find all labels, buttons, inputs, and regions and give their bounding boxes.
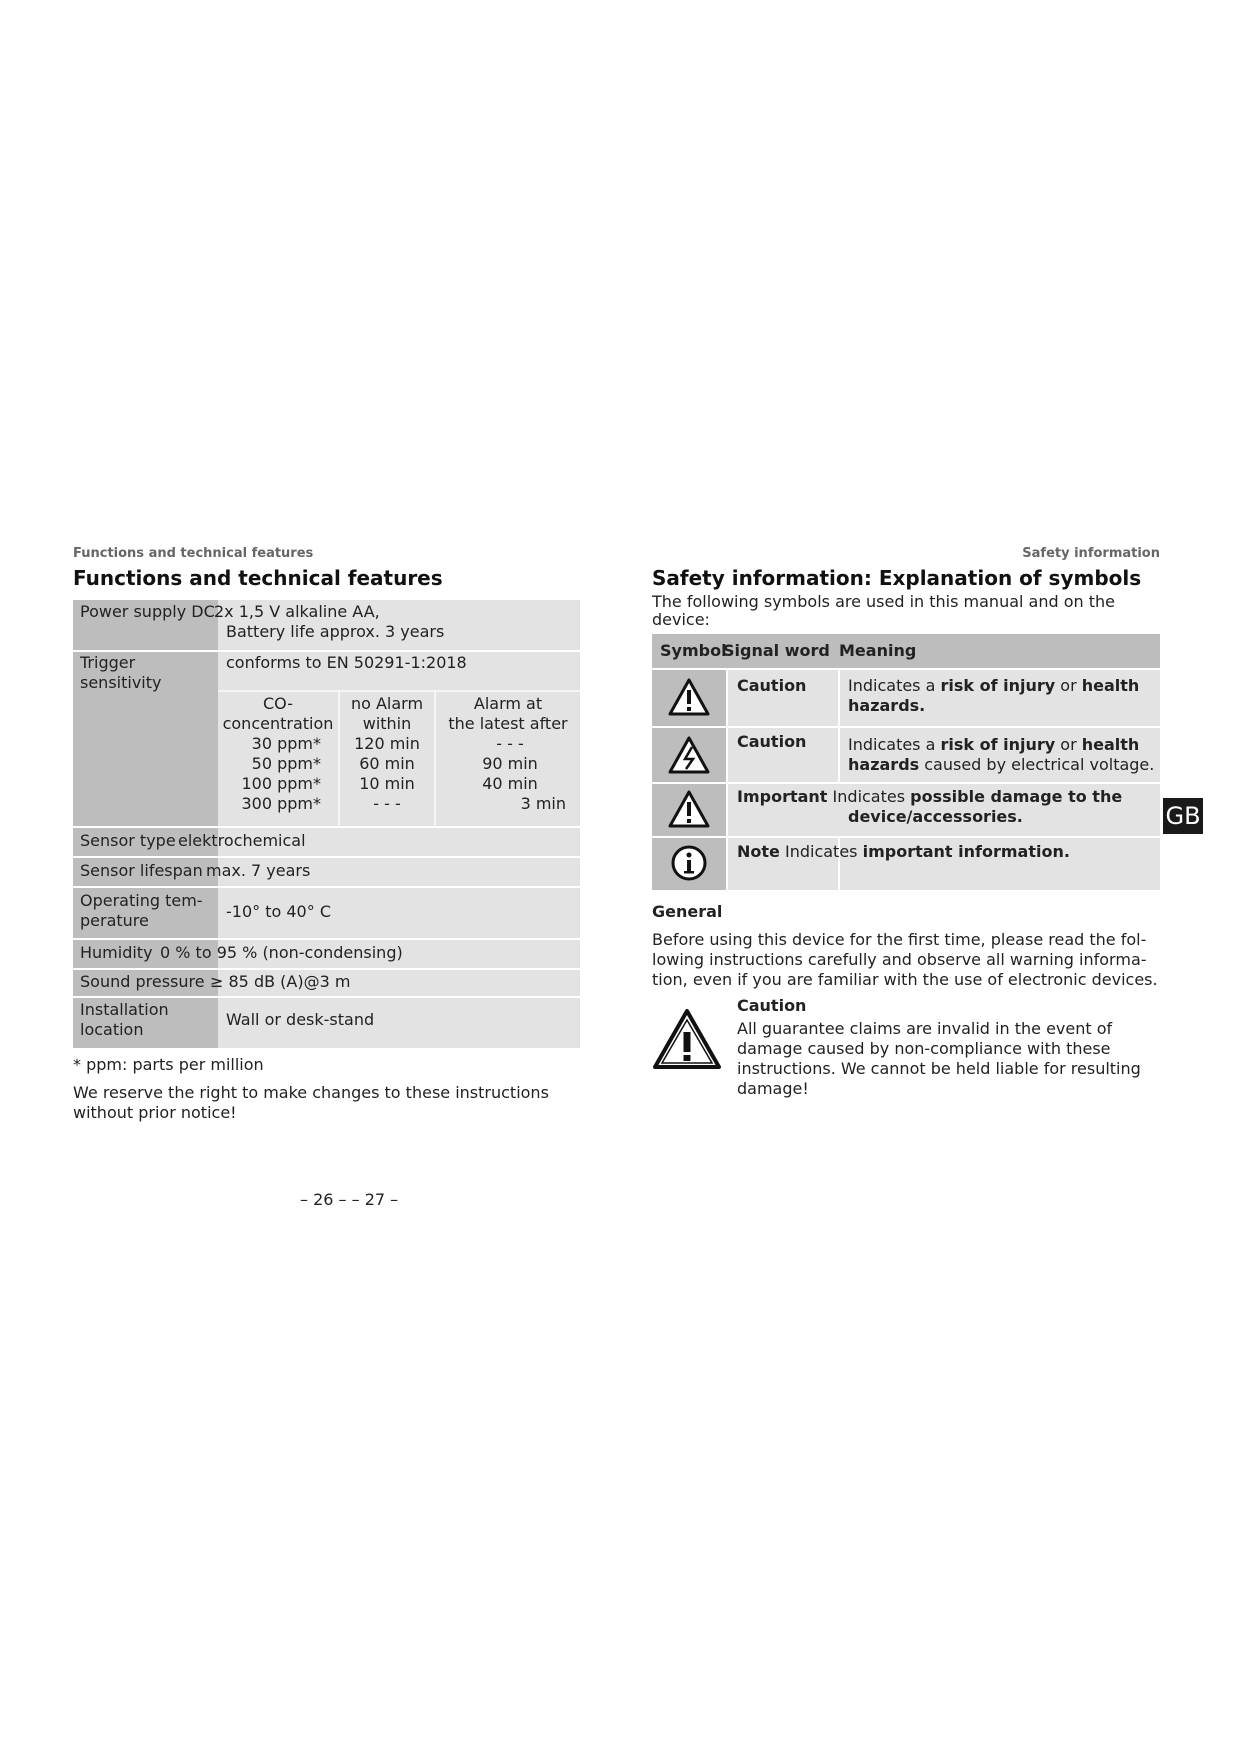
- info-icon: [670, 844, 708, 882]
- optemp-label: perature: [80, 911, 149, 930]
- alarm-cell: 60 min: [359, 754, 415, 773]
- trigger-label: Trigger: [80, 653, 136, 672]
- sensor-type-value: elektrochemical: [178, 831, 306, 850]
- alarm-cell: 10 min: [359, 774, 415, 793]
- caution-heading: Caution: [737, 996, 807, 1015]
- header-meaning: Meaning: [839, 641, 917, 660]
- caution-text: instructions. We cannot be held liable for resulting: [737, 1059, 1141, 1078]
- meaning-text: hazards.: [848, 696, 926, 715]
- alarm-col-header: within: [362, 714, 412, 733]
- humidity-label: Humidity: [80, 943, 153, 962]
- sound-value: ≥ 85 dB (A)@3 m: [210, 972, 351, 991]
- running-head-left: Functions and technical features: [73, 546, 314, 561]
- alarm-col-header: concentration: [222, 714, 334, 733]
- power-label: Power supply DC: [80, 602, 215, 621]
- alarm-cell: - - -: [496, 734, 524, 753]
- alarm-cell: - - -: [373, 794, 401, 813]
- humidity-value: 0 % to 95 % (non-condensing): [160, 943, 403, 962]
- alarm-col-header: CO-: [263, 694, 293, 713]
- alarm-cell: 50 ppm*: [251, 754, 321, 773]
- meaning-text: Indicates a risk of injury or health: [848, 676, 1140, 695]
- running-head-right: Safety information: [1022, 546, 1160, 561]
- warning-triangle-icon: [668, 678, 710, 716]
- general-heading: General: [652, 902, 723, 921]
- general-text: tion, even if you are familiar with the use of electronic devices.: [652, 970, 1158, 989]
- header-symbol: Symbol: [660, 641, 727, 660]
- sound-label: Sound pressure: [80, 972, 205, 991]
- page-title-left: Functions and technical features: [73, 566, 443, 590]
- page-title-right: Safety information: Explanation of symbols: [652, 566, 1142, 590]
- signal-meaning-text: Note Indicates important information.: [737, 842, 1070, 861]
- caution-text: All guarantee claims are invalid in the event of: [737, 1019, 1113, 1038]
- install-label: Installation: [80, 1000, 169, 1019]
- alarm-col-header: the latest after: [448, 714, 568, 733]
- lifespan-value: max. 7 years: [206, 861, 311, 880]
- caution-text: damage caused by non-compliance with these: [737, 1039, 1111, 1058]
- intro-text: device:: [652, 610, 710, 629]
- signal-word: Caution: [737, 732, 807, 751]
- optemp-label: Operating tem-: [80, 891, 203, 910]
- alarm-cell: 90 min: [482, 754, 538, 773]
- intro-text: The following symbols are used in this manual and on the: [652, 592, 1116, 611]
- warning-triangle-icon: [652, 1008, 722, 1070]
- notice-text: We reserve the right to make changes to these instructions: [73, 1083, 549, 1102]
- language-tab: GB: [1163, 798, 1203, 834]
- trigger-label: sensitivity: [80, 673, 162, 692]
- meaning-text: device/accessories.: [848, 807, 1023, 826]
- install-value: Wall or desk-stand: [226, 1010, 375, 1029]
- notice-text: without prior notice!: [73, 1103, 237, 1122]
- sensor-type-label: Sensor type: [80, 831, 176, 850]
- alarm-cell: 30 ppm*: [251, 734, 321, 753]
- caution-text: damage!: [737, 1079, 809, 1098]
- footnote: * ppm: parts per million: [73, 1055, 264, 1074]
- electric-hazard-icon: [668, 736, 710, 774]
- alarm-cell: 3 min: [520, 794, 566, 813]
- alarm-cell: 300 ppm*: [241, 794, 321, 813]
- signal-word: Caution: [737, 676, 807, 695]
- alarm-cell: 120 min: [354, 734, 420, 753]
- page-numbers: – 26 – – 27 –: [300, 1190, 399, 1209]
- alarm-col-header: no Alarm: [350, 694, 424, 713]
- alarm-cell: 100 ppm*: [241, 774, 321, 793]
- optemp-value: -10° to 40° C: [226, 902, 331, 921]
- warning-triangle-icon: [668, 790, 710, 828]
- alarm-cell: 40 min: [482, 774, 538, 793]
- meaning-text: hazards caused by electrical voltage.: [848, 755, 1155, 774]
- alarm-col-header: Alarm at: [473, 694, 543, 713]
- power-value: 2x 1,5 V alkaline AA,: [214, 602, 380, 621]
- general-text: Before using this device for the first time, please read the fol-: [652, 930, 1147, 949]
- general-text: lowing instructions carefully and observe all warning informa-: [652, 950, 1147, 969]
- signal-meaning-text: Important Indicates possible damage to the: [737, 787, 1123, 806]
- power-value: Battery life approx. 3 years: [226, 622, 445, 641]
- lifespan-label: Sensor lifespan: [80, 861, 203, 880]
- header-signal: Signal word: [723, 641, 830, 660]
- subtable-divider: [218, 690, 580, 692]
- trigger-value: conforms to EN 50291-1:2018: [226, 653, 467, 672]
- install-label: location: [80, 1020, 144, 1039]
- meaning-text: Indicates a risk of injury or health: [848, 735, 1140, 754]
